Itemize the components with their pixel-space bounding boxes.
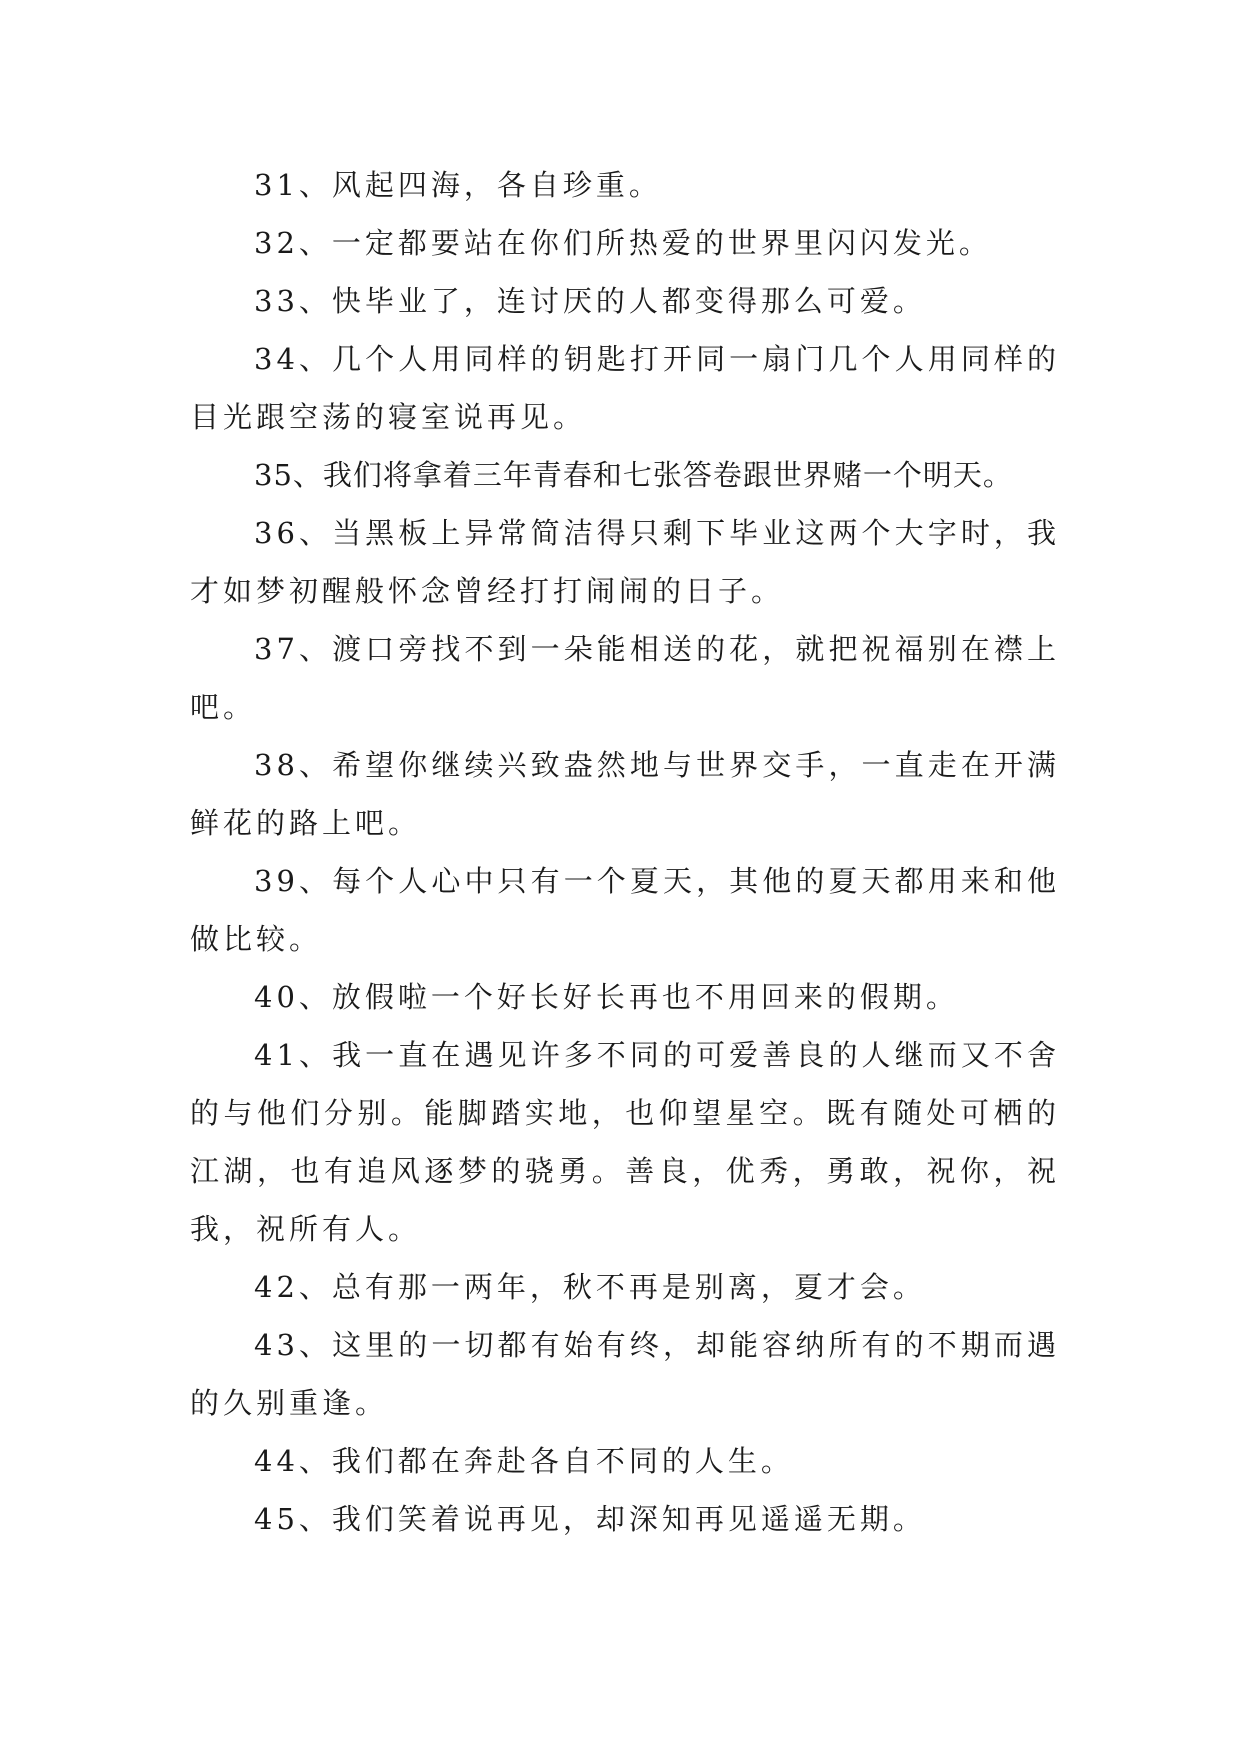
paragraph-38: 38、希望你继续兴致盎然地与世界交手，一直走在开满鲜花的路上吧。	[190, 748, 1060, 840]
paragraph-40: 40、放假啦一个好长好长再也不用回来的假期。	[254, 980, 959, 1014]
paragraph-39: 39、每个人心中只有一个夏天，其他的夏天都用来和他做比较。	[190, 864, 1060, 956]
document-body	[190, 156, 1060, 1548]
paragraph-42: 42、总有那一两年，秋不再是别离，夏才会。	[254, 1270, 926, 1304]
paragraph-44: 44、我们都在奔赴各自不同的人生。	[254, 1444, 794, 1478]
paragraph-34: 34、几个人用同样的钥匙打开同一扇门几个人用同样的目光跟空荡的寝室说再见。	[190, 342, 1060, 434]
paragraph-35: 35、我们将拿着三年青春和七张答卷跟世界赌一个明天。	[254, 458, 1013, 492]
paragraph-31: 31、风起四海，各自珍重。	[254, 168, 662, 202]
paragraph-33: 33、快毕业了，连讨厌的人都变得那么可爱。	[254, 284, 926, 318]
paragraph-45: 45、我们笑着说再见，却深知再见遥遥无期。	[254, 1502, 926, 1536]
paragraph-43: 43、这里的一切都有始有终，却能容纳所有的不期而遇的久别重逢。	[190, 1328, 1060, 1420]
paragraph-41: 41、我一直在遇见许多不同的可爱善良的人继而又不舍的与他们分别。能脚踏实地，也仰望星空。既有随处可栖的江湖，也有追风逐梦的骁勇。善良，优秀，勇敢，祝你，祝我，祝所有人。	[190, 1038, 1060, 1246]
paragraph-32: 32、一定都要站在你们所热爱的世界里闪闪发光。	[254, 226, 992, 260]
paragraph-36: 36、当黑板上异常简洁得只剩下毕业这两个大字时，我才如梦初醒般怀念曾经打打闹闹的日子。	[190, 516, 1060, 608]
paragraph-37: 37、渡口旁找不到一朵能相送的花，就把祝福别在襟上吧。	[190, 632, 1060, 724]
